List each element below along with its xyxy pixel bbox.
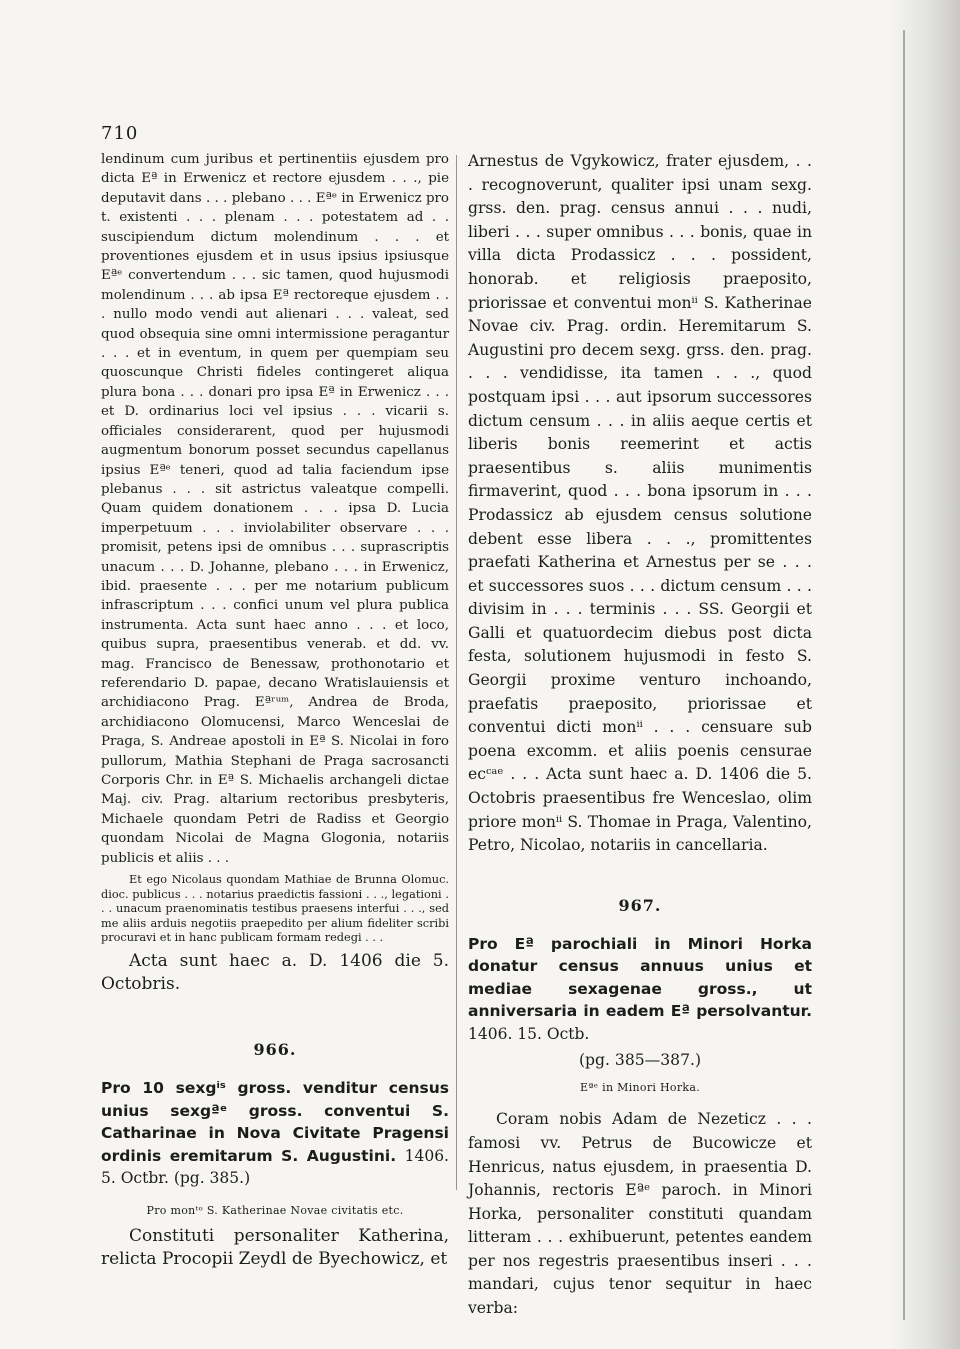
heading-text: Pro 10 sexgⁱˢ gross. venditur census unius sexgªᵉ gross. conventui S. Catharinae in Nova Civitate Pragensi ordinis eremitarum S. Augustini. [101,1079,449,1165]
left-main-text: lendinum cum juribus et pertinentiis ejusdem pro dicta Eª in Erwenicz et rectore ejusdem . . ., pie deputavit dans . . . plebano . . . Eªᵉ in Erwenicz pro t. existenti . . . plenam . . . potestatem ad . . suscipiendum dictum molendinum . . . et proventiones ejusdem et in usus ipsius ipsiusque Eªᵉ convertendum . . . sic tamen, quod hujusmodi molendinum . . . ab ipsa Eª rectoreque ejusdem . . . nullo modo vendi aut alienari . . . valeat, sed quod obsequia sine omni intermissione peragantur . . . et in eventum, in quem per quempiam seu quoscunque Christi fideles contingeret aliqua plura bona . . . donari pro ipsa Eª in Erwenicz . . . et D. ordinarius loci vel ipsius . . . vicarii s. officiales considerarent, quod per hujusmodi augmentum bonorum posset secundus capellanus ipsius Eªᵉ teneri, quod ad talia faciendum ipse plebanus . . . sit astrictus valeatque compelli. Quam quidem donationem . . . ipsa D. Lucia imperpetuum . . . inviolabiliter observare . . . promisit, petens ipsi de omnibus . . . suprascriptis unacum . . . D. Johanne, plebano . . . in Erwenicz, ibid. praesente . . . per me notarium publicum infrascriptum . . . confici unum vel plura publica instrumenta. Acta sunt haec anno . . . et loco, quibus supra, praesentibus venerab. et dd. vv. mag. Francisco de Benessaw, prothonotario et referendario D. papae, decano Wratislauiensis et archidiacono Prag. Eªʳᵘᵐ, Andrea de Broda, archidiacono Olomucensi, Marco Wenceslai de Praga, S. Andreae apostoli in Eª S. Nicolai in foro pullorum, Mathia Stephani de Praga sacrosancti Corporis Chr. in Eª S. Michaelis archangeli dictae Maj. civ. Prag. altarium rectoribus presbyteris, Michaele quondam Petri de Radiss et Georgio quondam Nicolai de Magna Glogonia, notariis publicis et aliis . . . [101,152,449,866]
page-number: 710 [101,123,139,144]
column-divider [456,155,457,1190]
acta-line: Acta sunt haec a. D. 1406 die 5. Octobris. [101,951,449,994]
heading-text: Pro Eª parochiali in Minori Horka donatur census annuus unius et mediae sexagenae gross., ut anniversaria in eadem Eª persolvantur. [468,934,812,1021]
right-column [468,150,812,1321]
right-main-text: Arnestus de Vgykowicz, frater ejusdem, . . . recognoverunt, qualiter ipsi unam sexg. grss. den. prag. census annui . . . nudi, liberi . . . super omnibus . . . bonis, quae in villa dicta Prodassicz . . . possident, honorab. et religiosis praeposito, priorissae et conventui monⁱⁱ S. Katherinae Novae civ. Prag. ordin. Heremitarum S. Augustini pro decem sexg. grss. den. prag. . . . vendidisse, ita tamen . . ., quod postquam ipsi . . . aut ipsorum successores dictum censum . . . in aliis aeque certis et liberis bonis reemerint et actis praesentibus s. aliis munimentis firmaverint, quod . . . bona ipsorum in . . . Prodassicz ab ejusdem census solutione debent esse libera . . ., promittentes praefati Katherina et Arnestus per se . . . et successores suos . . . dictum censum . . . divisim in . . . terminis . . . SS. Georgii et Galli et quatuordecim diebus post dicta festa, solutionem hujusmodi in festo S. Georgii proxime venturo inchoando, praefatis praeposito, priorissae et conventui dicti monⁱⁱ . . . censuare sub poena excomm. et aliis poenis censurae ecᶜᵃᵉ . . . Acta sunt haec a. D. 1406 die 5. Octobris praesentibus fre Wenceslao, olim priore monⁱⁱ S. Thomae in Praga, Valentino, Petro, Nicolao, notariis in cancellaria. [468,152,812,855]
source-pages-967: (pg. 385—387.) [578,1051,702,1070]
notary-note: Et ego Nicolaus quondam Mathiae de Brunna Olomuc. dioc. publicus . . . notarius praedictis fassioni . . ., legationi . . . unacum praenominatis testibus praesens interfui . . ., sed me aliis arduis negotiis praepedito per alium fideliter scribi procuravi et in hanc publicam formam redegi . . . [101,873,449,945]
page-edge-line [903,30,905,1320]
heading-date: 1406. 5. Octbr. (pg. 385.) [101,1146,449,1187]
document-heading-967 [468,933,812,1046]
opening-text-966: Constituti personaliter Katherina, relicta Procopii Zeydl de Byechowicz, et [101,1225,449,1269]
opening-text-967: Coram nobis Adam de Nezeticz . . . famosi vv. Petrus de Bucowicze et Henricus, natus ejusdem, in praesentia D. Johannis, rectoris Eªᵉ paroch. in Minori Horka, personaliter constituti quandam litteram . . . exhibuerunt, petentes eandem per nos regestris praesentibus inseri . . . mandari, cujus tenor sequitur in haec verba: [468,1110,812,1318]
document-number-967: 967. [618,895,662,915]
document-number-966: 966. [253,1040,297,1059]
left-column [101,150,449,1271]
document-heading-966 [101,1077,449,1190]
page-edge-shadow [890,0,960,1349]
provenance-966: Pro monᵗᵒ S. Katherinae Novae civitatis etc. [146,1203,404,1217]
provenance-967: Eªᵉ in Minori Horka. [579,1081,701,1095]
heading-date: 1406. 15. Octb. [468,1024,590,1043]
